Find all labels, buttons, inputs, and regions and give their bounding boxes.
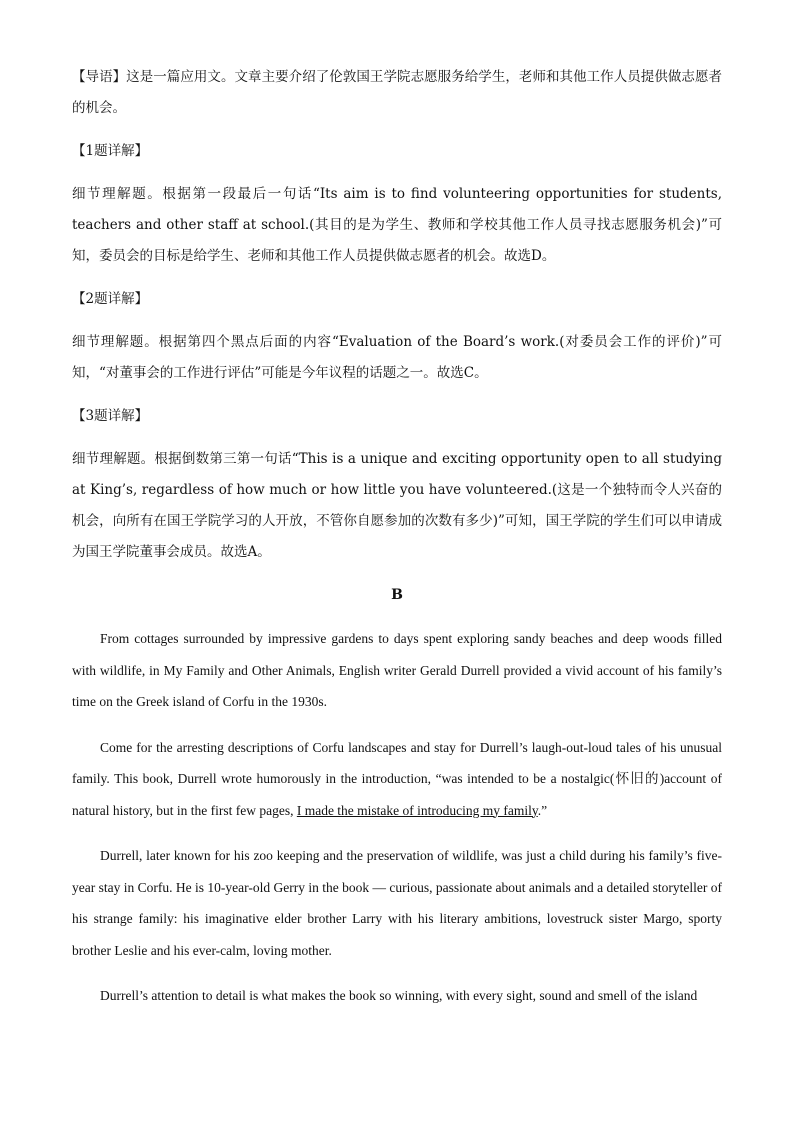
passage-p2-text: Come for the arresting descriptions of Corfu landscapes and stay for Durrell’s laugh-out-loud tales of his unusual family. This book, Durrell wrote humorously in the introduction, “was intended to be a nostalgic(怀旧的)account of natural history, but in the first few pages, xyxy=(72,739,722,818)
q1-explanation: 细节理解题。根据第一段最后一句话“Its aim is to find volunteering opportunities for students, teachers and other staff at school.(其目的是为学生、教师和学校其他工作人员寻找志愿服务机会)”可知，委员会的目标是给学生、老师和其他工作人员提供做志愿者的机会。故选D。 xyxy=(72,186,722,264)
q1-heading: 【1题详解】 xyxy=(72,143,149,159)
passage-paragraph-2 xyxy=(72,732,722,827)
q3-explanation: 细节理解题。根据倒数第三第一句话“This is a unique and exciting opportunity open to all studying at King’s, regardless of how much or how little you have volunteered.(这是一个独特而令人兴奋的机会，向所有在国王学院学习的人开放，不管你自愿参加的次数有多少)”可知，国王学院的学生们可以申请成为国王学院董事会成员。故选A。 xyxy=(72,451,722,560)
q2-explanation: 细节理解题。根据第四个黑点后面的内容“Evaluation of the Board’s work.(对委员会工作的评价)”可知，“对董事会的工作进行评估”可能是今年议程的话题之一。故选C。 xyxy=(72,334,722,381)
intro-label: 【导语】 xyxy=(72,69,127,85)
underlined-phrase: I made the mistake of introducing my family xyxy=(296,802,538,818)
passage-paragraph-3: Durrell, later known for his zoo keeping and the preservation of wildlife, was just a child during his family’s five-year stay in Corfu. He is 10-year-old Gerry in the book — curious, passionate about animals and a detailed storyteller of his strange family: his imaginative elder brother Larry with his literary ambitions, lovestruck sister Margo, sporty brother Leslie and his ever-calm, loving mother. xyxy=(72,848,722,958)
passage-paragraph-4: Durrell’s attention to detail is what makes the book so winning, with every sight, sound and smell of the island xyxy=(100,988,698,1003)
passage-p2-end: .” xyxy=(537,802,548,818)
intro-text: 这是一篇应用文。文章主要介绍了伦敦国王学院志愿服务给学生，老师和其他工作人员提供做志愿者的机会。 xyxy=(72,69,723,116)
q3-heading: 【3题详解】 xyxy=(72,408,149,424)
intro-paragraph xyxy=(72,62,722,124)
q2-heading: 【2题详解】 xyxy=(72,291,149,307)
section-title: B xyxy=(391,587,403,603)
passage-paragraph-1: From cottages surrounded by impressive gardens to days spent exploring sandy beaches and deep woods filled with wildlife, in My Family and Other Animals, English writer Gerald Durrell provided a vivid account of his family’s time on the Greek island of Corfu in the 1930s. xyxy=(72,631,722,709)
document-page xyxy=(72,62,722,1026)
